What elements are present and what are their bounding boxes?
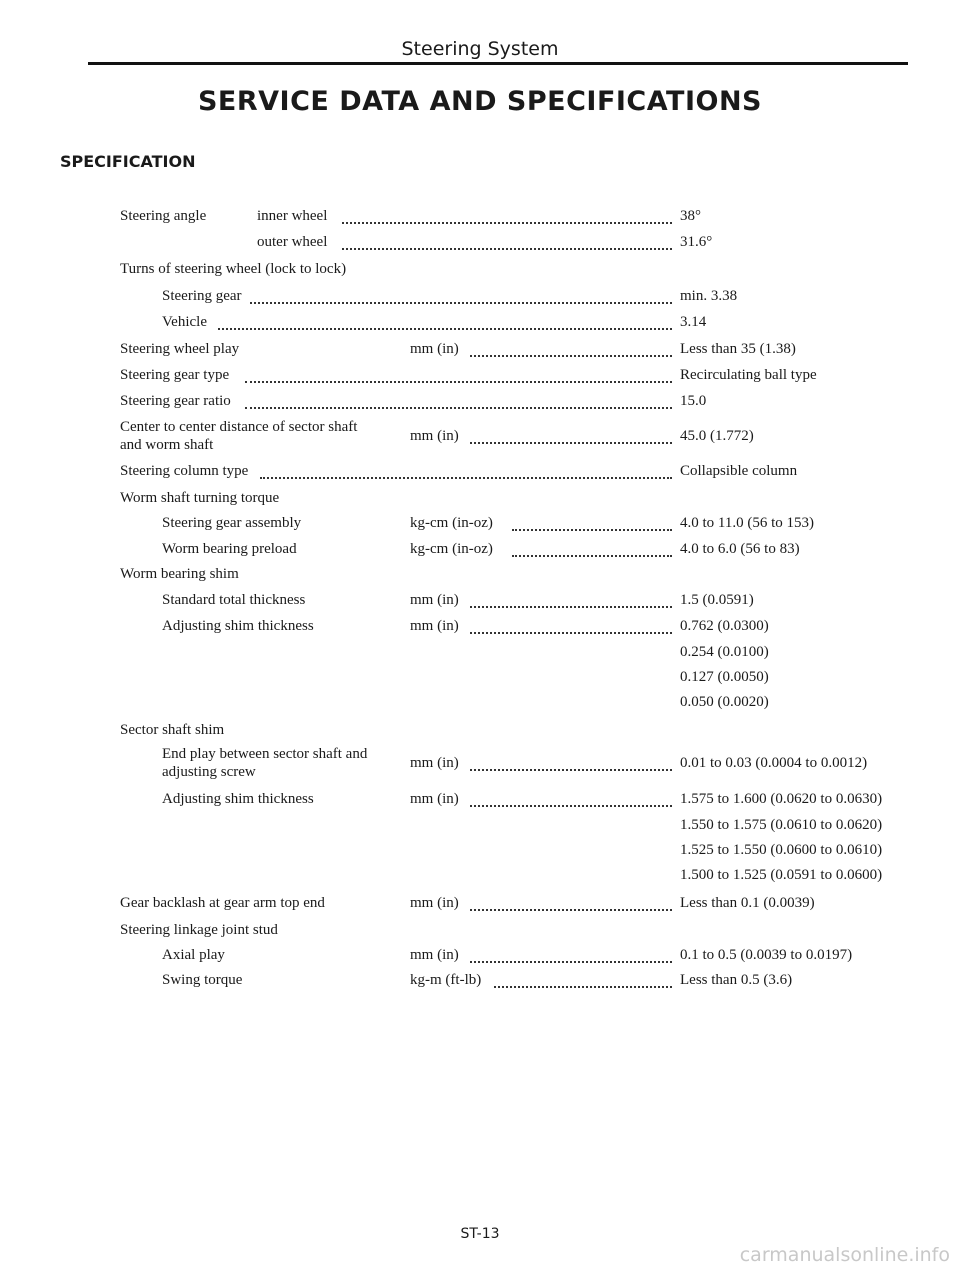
swing-torque-unit: kg-m (ft-lb) [410,972,482,988]
worm-shim-label: Worm bearing shim [120,566,239,582]
leader-dots [342,220,672,224]
worm-adj-shim-value: 0.254 (0.0100) [680,644,769,660]
leader-dots [470,803,672,807]
leader-dots [512,527,672,531]
leader-dots [260,475,672,479]
center-distance-value: 45.0 (1.772) [680,428,754,444]
leader-dots [470,959,672,963]
linkage-label: Steering linkage joint stud [120,922,278,938]
section-header: Steering System [401,38,559,60]
end-play-value: 0.01 to 0.03 (0.0004 to 0.0012) [680,755,868,771]
sector-adj-shim-value: 1.550 to 1.575 (0.0610 to 0.0620) [680,817,883,833]
page-number: ST-13 [460,1226,500,1242]
bearing-preload-value: 4.0 to 6.0 (56 to 83) [680,541,800,557]
center-distance-label-line2: and worm shaft [120,437,214,453]
sector-adj-shim-value: 1.525 to 1.550 (0.0600 to 0.0610) [680,842,883,858]
gear-ratio-value: 15.0 [680,393,707,409]
sector-adj-shim-value: 1.500 to 1.525 (0.0591 to 0.0600) [680,867,883,883]
turns-label: Turns of steering wheel (lock to lock) [120,261,347,277]
gear-type-label: Steering gear type [120,367,230,383]
leader-dots [470,630,672,634]
std-thickness-unit: mm (in) [410,592,459,608]
axial-play-value: 0.1 to 0.5 (0.0039 to 0.0197) [680,947,853,963]
axial-play-unit: mm (in) [410,947,459,963]
worm-adj-shim-label: Adjusting shim thickness [162,618,314,634]
leader-dots [245,379,672,383]
worm-adj-shim-value: 0.762 (0.0300) [680,618,769,634]
leader-dots [470,604,672,608]
subheading: SPECIFICATION [60,152,196,171]
end-play-label-line1: End play between sector shaft and [162,746,368,762]
wheel-play-unit: mm (in) [410,341,459,357]
gear-type-value: Recirculating ball type [680,367,817,383]
wheel-play-label: Steering wheel play [120,341,240,357]
steering-gear-turns-value: min. 3.38 [680,288,738,304]
steering-gear-turns-label: Steering gear [162,288,242,304]
leader-dots [342,246,672,250]
column-type-value: Collapsible column [680,463,798,479]
backlash-label: Gear backlash at gear arm top end [120,895,325,911]
backlash-value: Less than 0.1 (0.0039) [680,895,815,911]
gear-assembly-value: 4.0 to 11.0 (56 to 153) [680,515,815,531]
vehicle-turns-value: 3.14 [680,314,707,330]
worm-adj-shim-value: 0.127 (0.0050) [680,669,769,685]
gear-assembly-unit: kg-cm (in-oz) [410,515,493,531]
leader-dots [470,767,672,771]
leader-dots [250,300,672,304]
worm-torque-label: Worm shaft turning torque [120,490,280,506]
sector-adj-shim-value: 1.575 to 1.600 (0.0620 to 0.0630) [680,791,883,807]
bearing-preload-label: Worm bearing preload [162,541,297,557]
inner-wheel-value: 38° [680,208,701,224]
worm-adj-shim-value: 0.050 (0.0020) [680,694,769,710]
inner-wheel-label: inner wheel [257,208,328,224]
sector-adj-shim-unit: mm (in) [410,791,459,807]
std-thickness-label: Standard total thickness [162,592,306,608]
end-play-unit: mm (in) [410,755,459,771]
swing-torque-label: Swing torque [162,972,243,988]
leader-dots [494,984,672,988]
leader-dots [245,405,672,409]
center-distance-unit: mm (in) [410,428,459,444]
outer-wheel-value: 31.6° [680,234,713,250]
gear-ratio-label: Steering gear ratio [120,393,231,409]
leader-dots [470,440,672,444]
column-type-label: Steering column type [120,463,249,479]
leader-dots [470,353,672,357]
bearing-preload-unit: kg-cm (in-oz) [410,541,493,557]
sector-shim-label: Sector shaft shim [120,722,225,738]
leader-dots [512,553,672,557]
axial-play-label: Axial play [162,947,225,963]
sector-adj-shim-label: Adjusting shim thickness [162,791,314,807]
steering-angle-label: Steering angle [120,208,207,224]
wheel-play-value: Less than 35 (1.38) [680,341,796,357]
swing-torque-value: Less than 0.5 (3.6) [680,972,793,988]
vehicle-turns-label: Vehicle [162,314,207,330]
watermark: carmanualsonline.info [739,1244,950,1266]
worm-adj-shim-unit: mm (in) [410,618,459,634]
outer-wheel-label: outer wheel [257,234,328,250]
backlash-unit: mm (in) [410,895,459,911]
center-distance-label-line1: Center to center distance of sector shaft [120,419,358,435]
page-title: SERVICE DATA AND SPECIFICATIONS [197,86,763,117]
end-play-label-line2: adjusting screw [162,764,256,780]
std-thickness-value: 1.5 (0.0591) [680,592,754,608]
leader-dots [218,326,672,330]
gear-assembly-label: Steering gear assembly [162,515,302,531]
leader-dots [470,907,672,911]
